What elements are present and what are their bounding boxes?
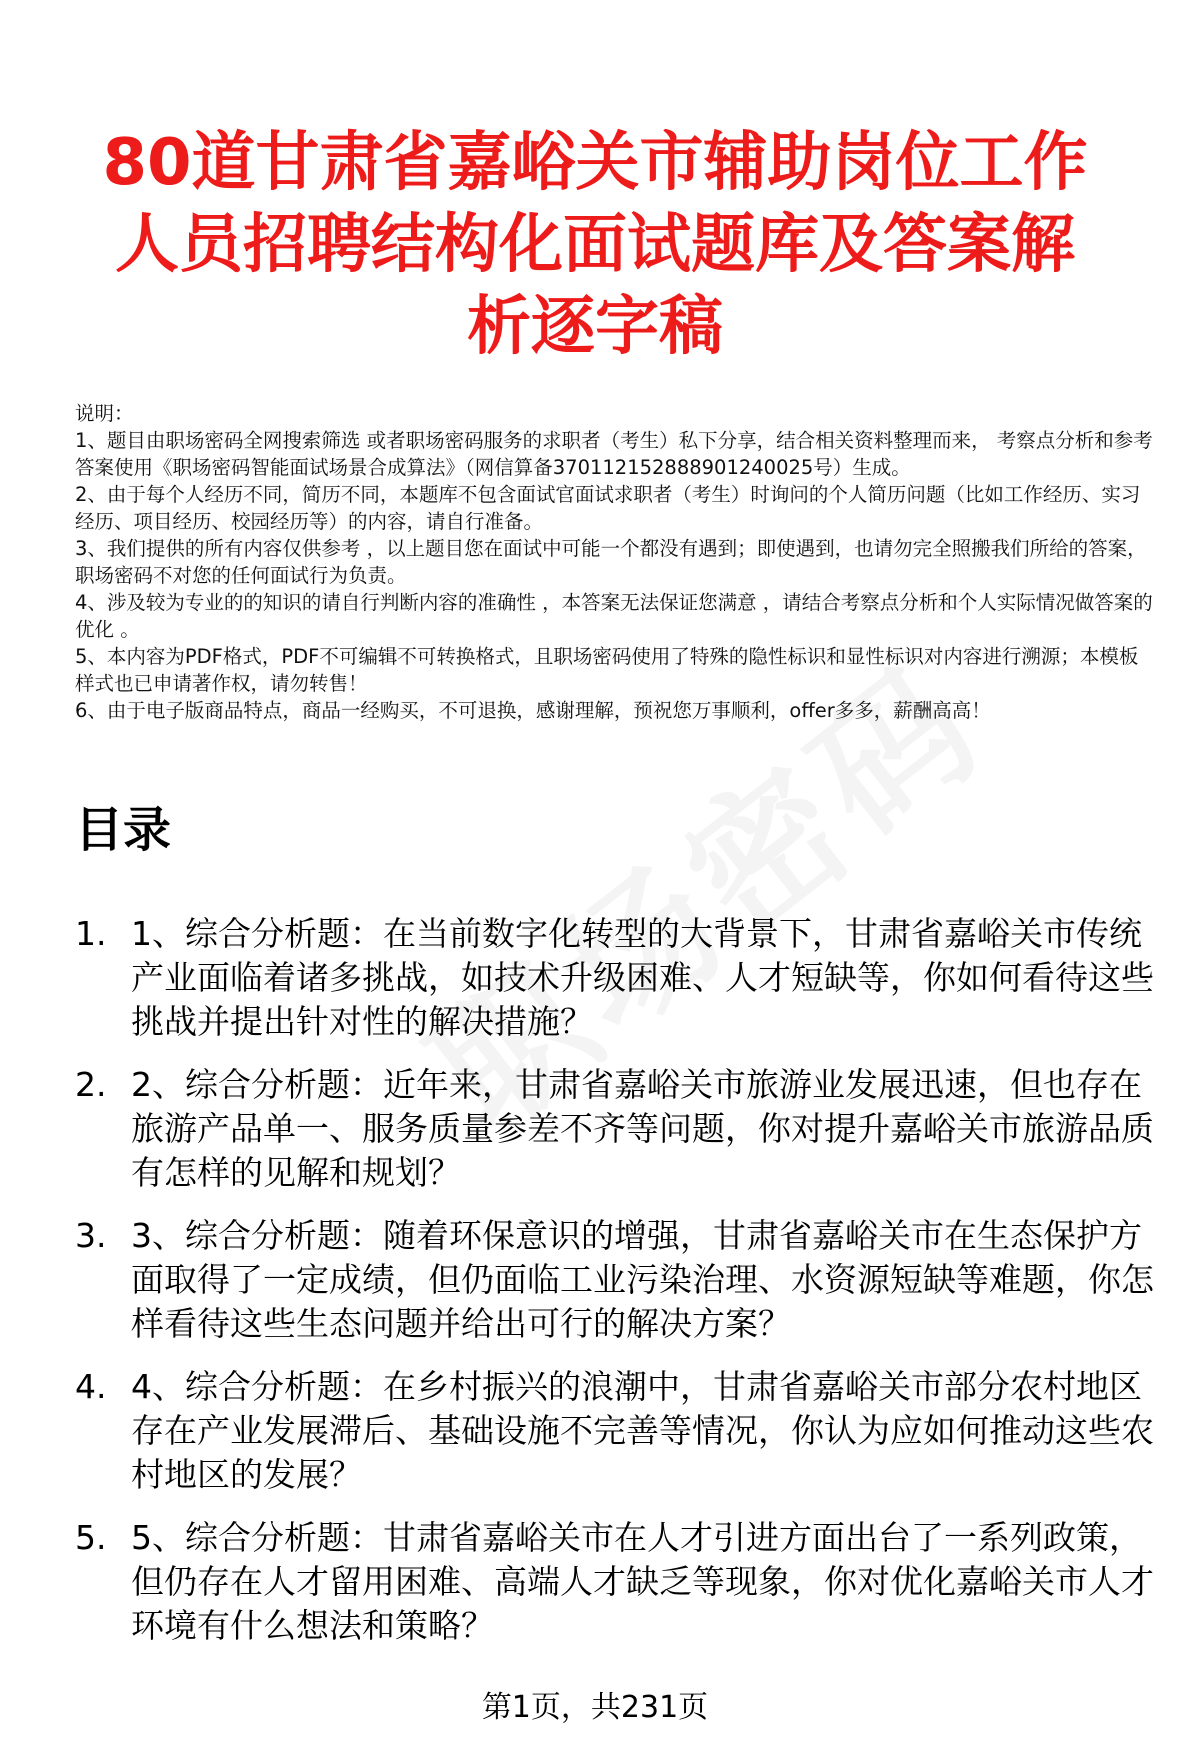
toc-item[interactable] bbox=[75, 1063, 1165, 1195]
toc-heading: 目录 bbox=[75, 802, 172, 858]
note-item: 4、涉及较为专业的的知识的请自行判断内容的准确性 ，本答案无法保证您满意 ，请结合考察点分析和个人实际情况做答案的优化 。 bbox=[75, 591, 1153, 641]
document-title: 80道甘肃省嘉峪关市辅助岗位工作人员招聘结构化面试题库及答案解析逐字稿 bbox=[102, 126, 1088, 364]
note-item: 1、题目由职场密码全网搜索筛选 或者职场密码服务的求职者（考生）私下分享，结合相关资料整理而来， 考察点分析和参考答案使用《职场密码智能面试场景合成算法》（网信算备370112152888901240025号）生成。 bbox=[75, 429, 1153, 479]
toc-item-number: 5. bbox=[75, 1518, 107, 1557]
toc-item-number: 1. bbox=[75, 914, 107, 953]
instructions-notes bbox=[75, 400, 1155, 724]
note-item: 6、由于电子版商品特点，商品一经购买，不可退换，感谢理解，预祝您万事顺利，offer多多，薪酬高高！ bbox=[75, 699, 991, 722]
toc-item-number: 4. bbox=[75, 1367, 107, 1406]
page-footer: 第1页，共231页 bbox=[481, 1690, 709, 1725]
note-item: 2、由于每个人经历不同，简历不同，本题库不包含面试官面试求职者（考生）时询问的个人简历问题（比如工作经历、实习经历、项目经历、校园经历等）的内容，请自行准备。 bbox=[75, 483, 1141, 533]
toc-item[interactable] bbox=[75, 1214, 1165, 1346]
toc-item-text[interactable]: 1、综合分析题：在当前数字化转型的大背景下，甘肃省嘉峪关市传统产业面临着诸多挑战，如技术升级困难、人才短缺等，你如何看待这些挑战并提出针对性的解决措施？ bbox=[131, 914, 1154, 1041]
toc-item-text[interactable]: 2、综合分析题：近年来，甘肃省嘉峪关市旅游业发展迅速，但也存在旅游产品单一、服务质量参差不齐等问题，你对提升嘉峪关市旅游品质有怎样的见解和规划？ bbox=[131, 1065, 1154, 1192]
toc-item-number: 2. bbox=[75, 1065, 107, 1104]
toc-item-number: 3. bbox=[75, 1216, 107, 1255]
toc-item[interactable] bbox=[75, 1365, 1165, 1497]
toc-item-text[interactable]: 5、综合分析题：甘肃省嘉峪关市在人才引进方面出台了一系列政策，但仍存在人才留用困难、高端人才缺乏等现象，你对优化嘉峪关市人才环境有什么想法和策略？ bbox=[131, 1518, 1154, 1645]
toc-list bbox=[75, 912, 1165, 1667]
note-item: 5、本内容为PDF格式，PDF不可编辑不可转换格式，且职场密码使用了特殊的隐性标识和显性标识对内容进行溯源；本模板样式也已申请著作权，请勿转售！ bbox=[75, 645, 1139, 695]
toc-item-text[interactable]: 3、综合分析题：随着环保意识的增强，甘肃省嘉峪关市在生态保护方面取得了一定成绩，但仍面临工业污染治理、水资源短缺等难题，你怎样看待这些生态问题并给出可行的解决方案？ bbox=[131, 1216, 1154, 1343]
toc-item[interactable] bbox=[75, 912, 1165, 1044]
toc-item[interactable] bbox=[75, 1516, 1165, 1648]
notes-heading: 说明： bbox=[75, 402, 134, 425]
note-item: 3、我们提供的所有内容仅供参考 ，以上题目您在面试中可能一个都没有遇到；即使遇到，也请勿完全照搬我们所给的答案，职场密码不对您的任何面试行为负责。 bbox=[75, 537, 1147, 587]
toc-item-text[interactable]: 4、综合分析题：在乡村振兴的浪潮中，甘肃省嘉峪关市部分农村地区存在产业发展滞后、基础设施不完善等情况，你认为应如何推动这些农村地区的发展？ bbox=[131, 1367, 1154, 1494]
